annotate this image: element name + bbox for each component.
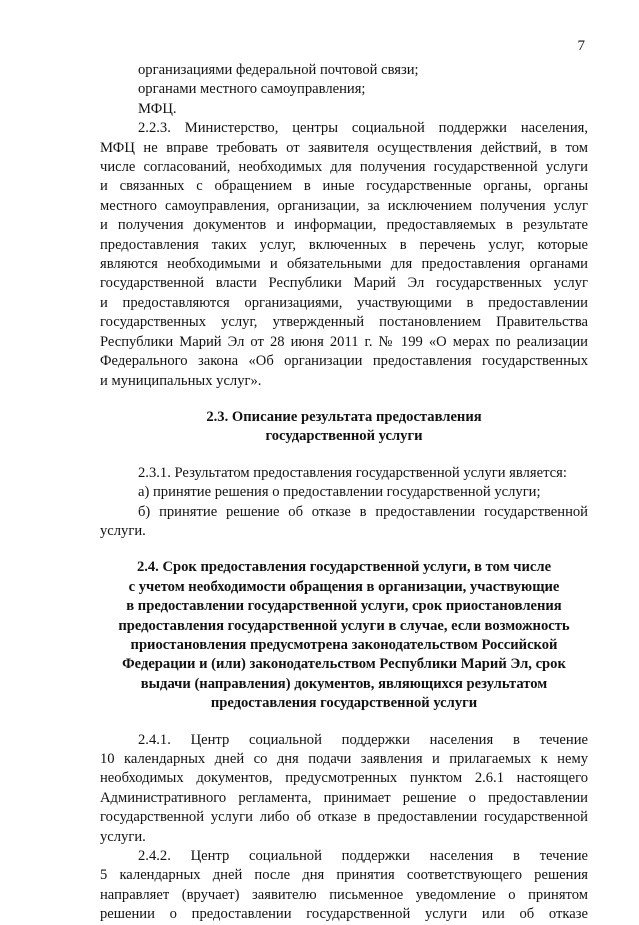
section-heading-2-3 (100, 408, 588, 447)
paragraph-line: 5 календарных дней после дня принятия соответствующего решения (100, 867, 588, 884)
paragraph-2-3-1 (100, 464, 588, 542)
list-item: органами местного самоуправления; (138, 81, 366, 98)
paragraph-line: услуги. (100, 828, 146, 845)
paragraph-line: государственной услуги либо об отказе в предоставлении государственной (100, 809, 588, 826)
paragraph-line: МФЦ не вправе требовать от заявителя осуществления действий, в том (100, 139, 588, 156)
heading-line: приостановления предусмотрена законодательством Российской (130, 636, 558, 653)
list-item: организациями федеральной почтовой связи; (138, 62, 419, 78)
heading-line: Федерации и (или) законодательством Республики Марий Эл, срок (122, 656, 566, 673)
paragraph-line: являются необходимыми и обязательными для предоставления органами (100, 256, 588, 273)
list-item: а) принятие решения о предоставлении государственной услуги; (138, 484, 541, 501)
list-item: МФЦ. (138, 100, 177, 117)
paragraph-2-4-2 (100, 847, 588, 925)
paragraph-line: предоставления таких услуг, включенных в перечень услуг, которые (100, 236, 588, 253)
paragraph-line: Федерального закона «Об организации предоставления государственных (100, 353, 588, 370)
paragraph-2-4-1 (100, 731, 588, 847)
paragraph-line: государственной власти Республики Марий Эл государственных услуг (100, 275, 588, 292)
paragraph-line: и получения документов и информации, предоставляемых в результате (100, 217, 588, 234)
paragraph-line: направляет (вручает) заявителю письменное уведомление о принятом (100, 886, 588, 903)
page-content (100, 61, 588, 925)
heading-line: в предоставлении государственной услуги, срок приостановления (126, 598, 562, 615)
heading-line: с учетом необходимости обращения в организации, участвующие (128, 578, 560, 595)
paragraph-line: необходимых документов, предусмотренных пунктом 2.6.1 настоящего (100, 770, 588, 787)
paragraph-2-2-3 (100, 119, 588, 391)
heading-line: предоставления государственной услуги в случае, если возможность (118, 617, 570, 634)
paragraph-line: услуги. (100, 522, 146, 539)
paragraph-line: и муниципальных услуг». (100, 372, 262, 389)
paragraph-line: и предоставляются организациями, участвующими в предоставлении (100, 294, 588, 311)
heading-line: государственной услуги (265, 428, 423, 445)
paragraph-line: и связанных с обращением в иные государственные органы, органы (100, 178, 588, 195)
paragraph-line: государственных услуг, утвержденный постановлением Правительства (100, 314, 588, 331)
page-number: 7 (577, 38, 585, 54)
heading-line: 2.4. Срок предоставления государственной услуги, в том числе (136, 559, 552, 576)
paragraph-line: Республики Марий Эл от 28 июня 2011 г. № 199 «О мерах по реализации (100, 333, 588, 350)
heading-line: выдачи (направления) документов, являющихся результатом (140, 675, 548, 692)
paragraph-line: местного самоуправления, организации, за исключением получения услуг (100, 197, 588, 214)
paragraph-line: Административного регламента, принимает решение о предоставлении (100, 789, 588, 806)
heading-line: 2.3. Описание результата предоставления (206, 408, 482, 425)
section-heading-2-4 (100, 558, 588, 713)
paragraph-line: 2.4.1. Центр социальной поддержки населения в течение (138, 731, 588, 748)
paragraph-line: 10 календарных дней со дня подачи заявления и прилагаемых к нему (100, 751, 588, 767)
paragraph-line: 2.4.2. Центр социальной поддержки населения в течение (138, 848, 588, 865)
list-continuation (100, 61, 588, 119)
heading-line: предоставления государственной услуги (210, 695, 478, 712)
paragraph-line: 2.3.1. Результатом предоставления государственной услуги является: (138, 464, 567, 481)
list-item: б) принятие решение об отказе в предоставлении государственной (138, 503, 588, 520)
paragraph-line: числе согласований, необходимых для получения государственной услуги (100, 159, 588, 176)
paragraph-line: решении о предоставлении государственной услуги или об отказе (100, 906, 588, 923)
paragraph-line: 2.2.3. Министерство, центры социальной поддержки населения, (138, 120, 588, 137)
